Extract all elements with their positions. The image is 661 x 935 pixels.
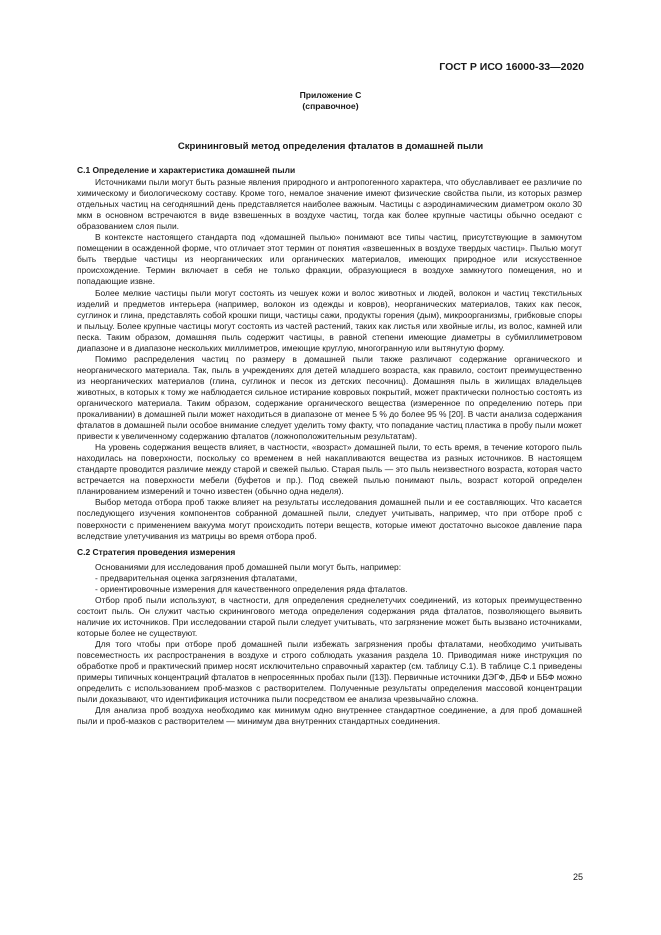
paragraph: В контексте настоящего стандарта под «домашней пылью» понимают все типы частиц, присутствующие в замкнутом помещении в осажденной форме, что отличает этот термин от понятия «взвешенных в воздухе твердых частиц». Пылью могут быть твердые частицы из неорганических или органических материалов, имеющих природное или искусственное происхождение. Термин включает в себя не только фракции, образующиеся в воздухе замкнутого помещения, но и попадающие извне. xyxy=(77,232,582,287)
list-item: - предварительная оценка загрязнения фталатами, xyxy=(95,572,298,583)
paragraph: Для того чтобы при отборе проб домашней пыли избежать загрязнения пробы фталатами, необходимо учитывать повсеместность их распространения в воздухе и строго соблюдать указания раздела 10. Приводимая ниже инструкция по обработке проб и практический пример носят исключительно справочный характер (см. таблицу С.1). В таблице С.1 приведены примеры типичных концентраций фталатов в непросеянных пробах пыли ([13]). Первичные источники ДЭГФ, ДБФ и ББФ можно определить с использованием проб-мазков с растворителем. Полученные результаты определения массовой концентрации пыли доказывают, что идентификация источника пыли посредством ее анализа чрезвычайно сложна. xyxy=(77,638,582,705)
main-title: Скрининговый метод определения фталатов в домашней пыли xyxy=(177,141,484,152)
document-body xyxy=(77,165,582,727)
paragraph: Для анализа проб воздуха необходимо как минимум одно внутреннее стандартное соединение, а для проб домашней пыли и проб-мазков с растворителем — минимум два внутренних стандартных соединения. xyxy=(77,705,582,727)
annex-title: Приложение С xyxy=(299,90,362,100)
standard-designation: ГОСТ Р ИСО 16000-33—2020 xyxy=(439,61,584,73)
paragraph: Источниками пыли могут быть разные явления природного и антропогенного характера, что обуславливает ее различие по химическому и биологическому составу. Кроме того, немалое значение имеют физические свойства пыли, из которых размер отдельных частиц на сегодняшний день представляется наиболее важным. Частицы с аэродинамическим диаметром около 30 мкм в основном встречаются в виде взвешенных в воздухе частиц, тогда как более крупные частицы обычно оседают с образованием слоя пыли. xyxy=(77,177,582,232)
list-item: - ориентировочные измерения для качественного определения ряда фталатов. xyxy=(95,583,408,594)
annex-kind: (справочное) xyxy=(302,101,359,111)
paragraph: Отбор проб пыли используют, в частности, для определения среднелетучих соединений, из которых преимущественно состоит пыль. Он служит частью скринингового метода определения содержания ряда фталатов, позволяющего выявить наличие их источников. При исследовании старой пыли следует учитывать, что загрязнение может быть вызвано источниками, которые более не существуют. xyxy=(77,594,582,638)
paragraph: Помимо распределения частиц по размеру в домашней пыли также различают содержание органического и неорганического материала. Так, пыль в учреждениях для детей младшего возраста, как правило, состоит преимущественно из неорганических материалов (глина, суглинок и песок из детских песочниц). Домашняя пыль в жилищах владельцев животных, в которых к тому же наблюдается сильное истирание ковровых покрытий, может практически полностью состоять из органического материала. Таким образом, содержание органического вещества (измеренное по определению потерь при прокаливании) в домашней пыли может находиться в диапазоне от менее 5 % до более 95 % [20]. В части анализа содержания фталатов в домашней пыли особое внимание следует уделить тому факту, что попадание частиц пластика в пробу пыли может привести к увеличенному содержанию фталатов (ложноположительным результатам). xyxy=(77,353,582,442)
section-2-heading: С.2 Стратегия проведения измерения xyxy=(77,546,236,557)
section-1-heading: С.1 Определение и характеристика домашней пыли xyxy=(77,165,296,175)
paragraph: На уровень содержания веществ влияет, в частности, «возраст» домашней пыли, то есть время, в течение которого пыль находилась на поверхности, поскольку со временем в ней накапливаются вещества из разных источников. В настоящем стандарте проводится различие между старой и свежей пылью. Старая пыль — это пыль неизвестного возраста, которая часто встречается на поверхности мебели (буфетов и пр.). Под свежей пылью понимают пыль, возраст которой определен планированием измерений и точно известен (обычно одна неделя). xyxy=(77,442,582,497)
paragraph: Основаниями для исследования проб домашней пыли могут быть, например: xyxy=(95,561,402,572)
paragraph: Выбор метода отбора проб также влияет на результаты исследования домашней пыли и ее составляющих. Что касается последующего изучения компонентов собранной домашней пыли, следует учитывать, например, что при отборе проб с поверхности с применением вакуума могут происходить потери веществ, которые имеют достаточно высокое давление пара вследствие улетучивания из матрицы во время отбора проб. xyxy=(77,497,582,541)
paragraph: Более мелкие частицы пыли могут состоять из чешуек кожи и волос животных и людей, волокон и частиц текстильных изделий и предметов интерьера (например, волокон из одежды и ковров), неорганических материалов, таких как песок, суглинок и глина, представлять собой крошки пищи, частицы сажи, продукты горения (дым), микроорганизмы, грибковые споры и пыльцу. Более крупные частицы могут состоять из частей растений, таких как листья или хвойные иглы, из волос, камней или песка. Таким образом, домашняя пыль содержит частицы, в равной степени имеющие диаметры в субмиллиметровом диапазоне и в диапазоне нескольких миллиметров, имеющие круглую, многогранную или вытянутую форму. xyxy=(77,287,582,353)
page-number: 25 xyxy=(572,872,583,882)
